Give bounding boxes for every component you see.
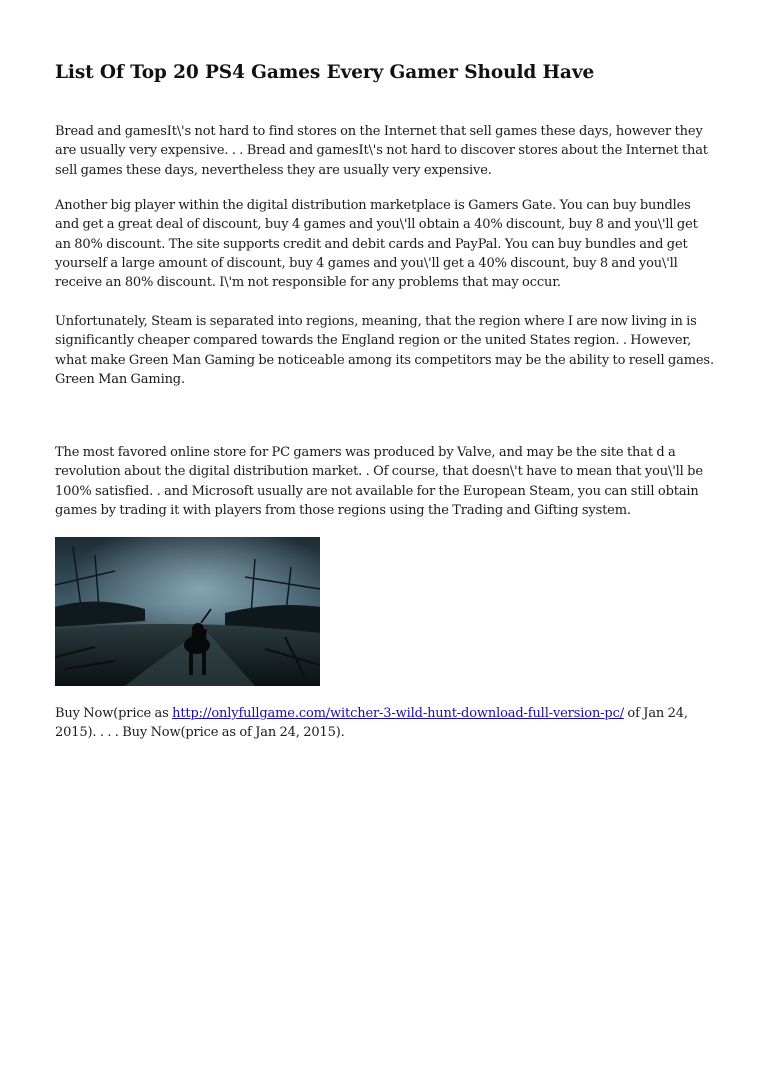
paragraph-4: The most favored online store for PC gamers was produced by Valve, and may be the site that d a revolution about the digital distribution market. . Of course, that doesn\'t have to mean that you\'ll be 100% satisfied. . and Microsoft usually are not available for the European Steam, you can still obtain games by trading it with players from those regions using the Trading and Gifting system. (55, 445, 703, 518)
product-link[interactable]: http://onlyfullgame.com/witcher-3-wild-hunt-download-full-version-pc/ (172, 706, 624, 721)
document-title: List Of Top 20 PS4 Games Every Gamer Should Have (55, 62, 595, 83)
game-screenshot-image (55, 537, 320, 686)
buy-now-prefix: Buy Now(price as (55, 706, 173, 721)
paragraph-1: Bread and gamesIt\'s not hard to find stores on the Internet that sell games these days, however they are usually very expensive. . . Bread and gamesIt\'s not hard to discover stores about the Internet that sell games these days, nevertheless they are usually very expensive. (55, 124, 708, 178)
paragraph-3: Unfortunately, Steam is separated into regions, meaning, that the region where I are now living in is significantly cheaper compared towards the England region or the united States region. . However, what make Green Man Gaming be noticeable among its competitors may be the ability to resell games. Green Man Gaming. (55, 314, 714, 387)
buy-now-paragraph (55, 704, 715, 743)
paragraph-2: Another big player within the digital distribution marketplace is Gamers Gate. You can buy bundles and get a great deal of discount, buy 4 games and you\'ll obtain a 40% discount, buy 8 and you\'ll get an 80% discount. The site supports credit and debit cards and PayPal. You can buy bundles and get yourself a large amount of discount, buy 4 games and you\'ll get a 40% discount, buy 8 and you\'ll receive an 80% discount. I\'m not responsible for any problems that may occur. (55, 198, 698, 291)
buy-now-suffix: of Jan 24, 2015). . . . Buy Now(price as of Jan 24, 2015). (55, 706, 688, 741)
